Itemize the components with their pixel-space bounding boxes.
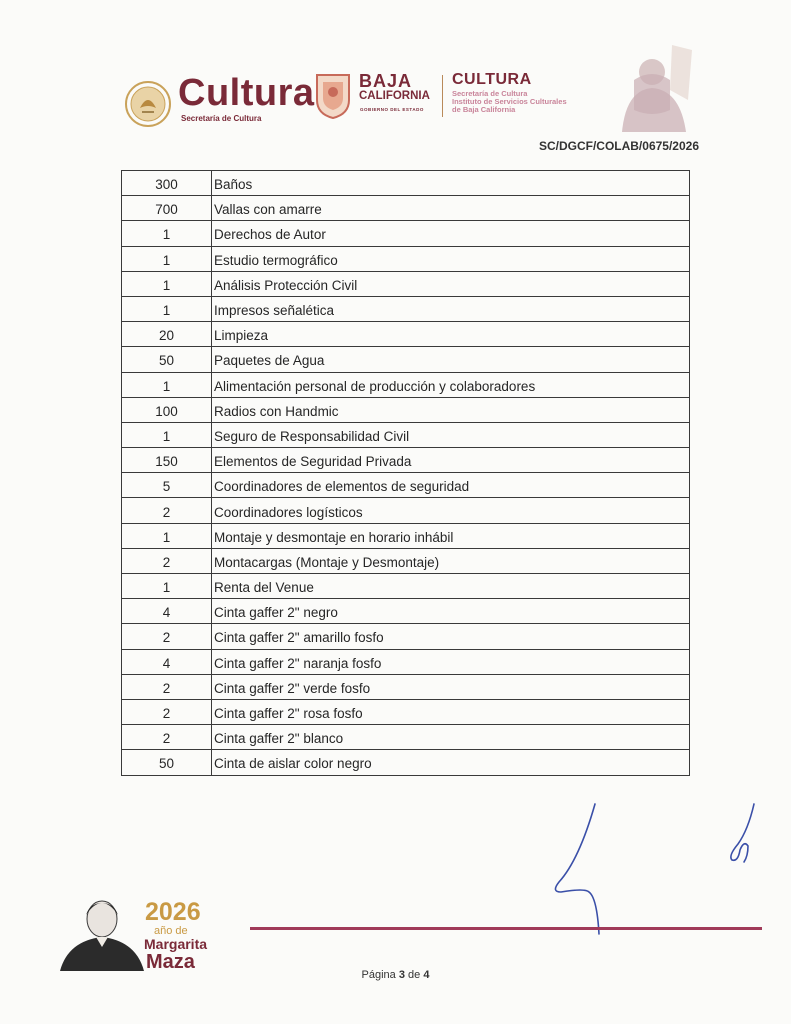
item-quantity: 1 [122, 372, 212, 397]
table-row [122, 599, 690, 624]
table-row [122, 171, 690, 196]
item-quantity: 4 [122, 599, 212, 624]
bc-cultura-line: Secretaría de Cultura [452, 89, 528, 98]
table-row [122, 372, 690, 397]
item-quantity: 1 [122, 221, 212, 246]
item-description: Vallas con amarre [212, 196, 690, 221]
item-description: Montacargas (Montaje y Desmontaje) [212, 548, 690, 573]
item-quantity: 50 [122, 750, 212, 775]
item-description: Cinta gaffer 2" rosa fosfo [212, 699, 690, 724]
item-quantity: 300 [122, 171, 212, 196]
signature-mark [545, 800, 625, 935]
bc-cultura-line: de Baja California [452, 105, 516, 114]
cultura-wordmark: Cultura [178, 72, 315, 114]
item-quantity: 1 [122, 574, 212, 599]
page-label: Página [361, 969, 396, 981]
table-row [122, 296, 690, 321]
table-row [122, 548, 690, 573]
item-quantity: 150 [122, 448, 212, 473]
item-description: Montaje y desmontaje en horario inhábil [212, 523, 690, 548]
baja-california-gov-label: GOBIERNO DEL ESTADO [360, 107, 424, 112]
footer-name-line2: Maza [146, 951, 195, 973]
baja-california-name-line2: CALIFORNIA [359, 90, 430, 102]
baja-california-name-line1: BAJA [359, 71, 413, 91]
table-row [122, 498, 690, 523]
bc-cultura-title: CULTURA [452, 71, 532, 88]
header-divider [442, 75, 443, 117]
item-description: Coordinadores logísticos [212, 498, 690, 523]
item-quantity: 4 [122, 649, 212, 674]
table-row [122, 196, 690, 221]
item-description: Impresos señalética [212, 296, 690, 321]
footer-name-line1: Margarita [144, 936, 208, 952]
item-description: Cinta de aislar color negro [212, 750, 690, 775]
page-number [0, 969, 791, 981]
table-row [122, 322, 690, 347]
item-quantity: 20 [122, 322, 212, 347]
page-total: 4 [423, 969, 430, 981]
item-quantity: 100 [122, 397, 212, 422]
footer-year-subtitle: año de [154, 925, 188, 937]
item-quantity: 2 [122, 674, 212, 699]
baja-california-shield-icon [314, 72, 352, 120]
table-row [122, 271, 690, 296]
item-description: Cinta gaffer 2" blanco [212, 725, 690, 750]
item-quantity: 2 [122, 624, 212, 649]
footer-year: 2026 [145, 898, 201, 926]
historical-figure-watermark-icon [612, 40, 700, 132]
item-description: Alimentación personal de producción y colaboradores [212, 372, 690, 397]
items-table-body [122, 171, 690, 776]
item-quantity: 50 [122, 347, 212, 372]
item-description: Paquetes de Agua [212, 347, 690, 372]
table-row [122, 473, 690, 498]
items-table [121, 170, 690, 776]
item-description: Baños [212, 171, 690, 196]
item-description: Análisis Protección Civil [212, 271, 690, 296]
table-row [122, 674, 690, 699]
table-row [122, 699, 690, 724]
margarita-maza-portrait-icon [58, 893, 146, 971]
initial-mark [718, 800, 763, 868]
table-row [122, 347, 690, 372]
item-description: Cinta gaffer 2" amarillo fosfo [212, 624, 690, 649]
table-row [122, 448, 690, 473]
footer-divider [250, 927, 762, 930]
table-row [122, 397, 690, 422]
table-row [122, 422, 690, 447]
item-quantity: 2 [122, 699, 212, 724]
table-row [122, 750, 690, 775]
item-description: Elementos de Seguridad Privada [212, 448, 690, 473]
table-row [122, 725, 690, 750]
item-quantity: 2 [122, 548, 212, 573]
table-row [122, 221, 690, 246]
item-description: Limpieza [212, 322, 690, 347]
item-description: Cinta gaffer 2" negro [212, 599, 690, 624]
item-description: Cinta gaffer 2" verde fosfo [212, 674, 690, 699]
item-quantity: 2 [122, 498, 212, 523]
mexico-coat-of-arms-icon [124, 80, 172, 128]
item-quantity: 1 [122, 523, 212, 548]
table-row [122, 574, 690, 599]
item-quantity: 2 [122, 725, 212, 750]
table-row [122, 246, 690, 271]
table-row [122, 523, 690, 548]
cultura-subtitle: Secretaría de Cultura [181, 114, 262, 123]
document-reference: SC/DGCF/COLAB/0675/2026 [538, 139, 699, 153]
item-quantity: 1 [122, 246, 212, 271]
item-description: Renta del Venue [212, 574, 690, 599]
item-description: Coordinadores de elementos de seguridad [212, 473, 690, 498]
item-description: Seguro de Responsabilidad Civil [212, 422, 690, 447]
item-quantity: 5 [122, 473, 212, 498]
page-of: de [408, 969, 421, 981]
item-quantity: 1 [122, 296, 212, 321]
item-description: Estudio termográfico [212, 246, 690, 271]
item-quantity: 1 [122, 271, 212, 296]
item-description: Cinta gaffer 2" naranja fosfo [212, 649, 690, 674]
item-description: Radios con Handmic [212, 397, 690, 422]
item-description: Derechos de Autor [212, 221, 690, 246]
item-quantity: 700 [122, 196, 212, 221]
table-row [122, 649, 690, 674]
bc-cultura-line: Instituto de Servicios Culturales [452, 97, 567, 106]
page-current: 3 [398, 969, 405, 981]
item-quantity: 1 [122, 422, 212, 447]
table-row [122, 624, 690, 649]
